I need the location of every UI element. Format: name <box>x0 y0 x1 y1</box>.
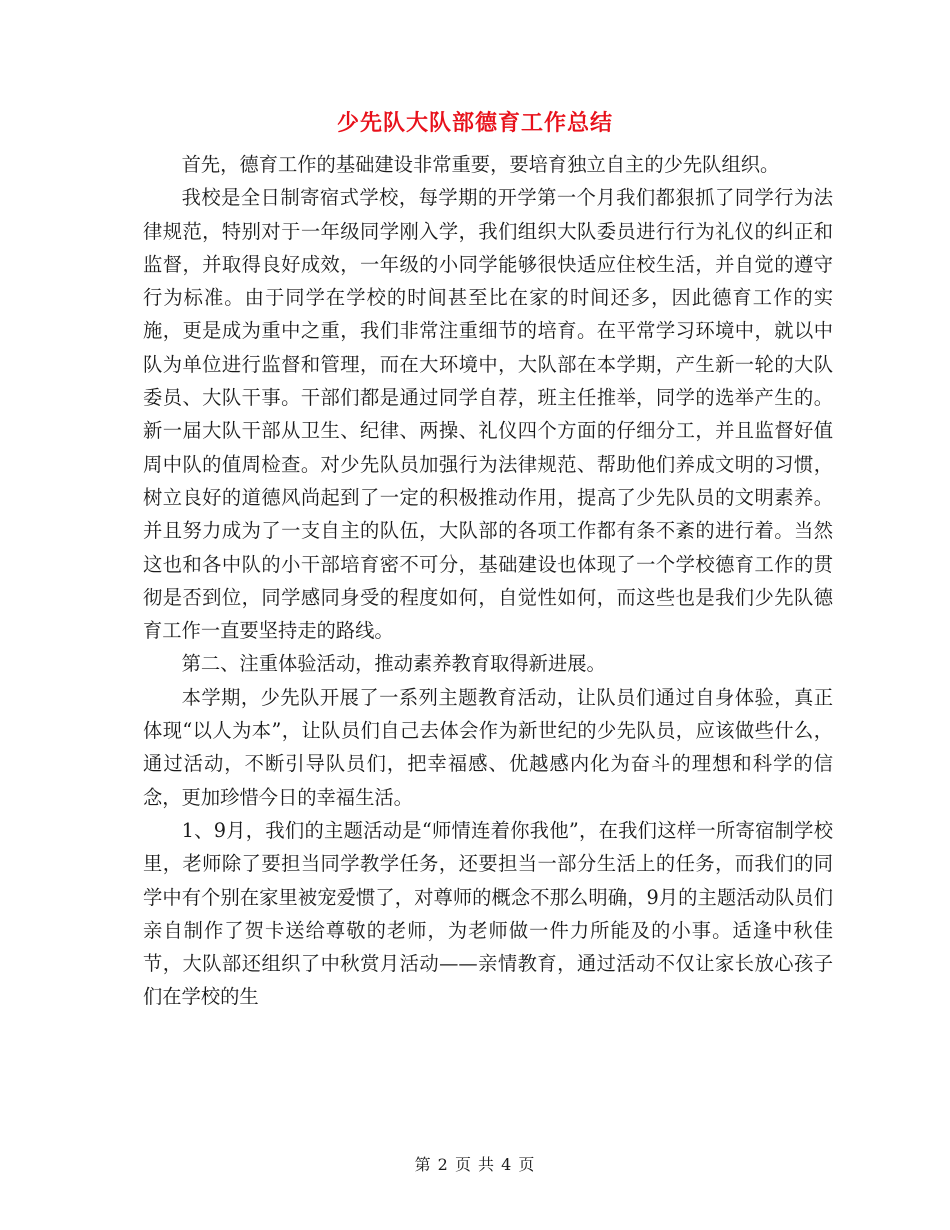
page-number-footer: 第 2 页 共 4 页 <box>414 1155 536 1174</box>
paragraph-theme-activities: 本学期，少先队开展了一系列主题教育活动，让队员们通过自身体验，真正体现“以人为本”，让队员们自己去体会作为新世纪的少先队员，应该做些什么，通过活动，不断引导队员们，把幸福感、优越感内化为奋斗的理想和科学的信念，更加珍惜今日的幸福生活。 <box>143 685 833 809</box>
document-title: 少先队大队部德育工作总结 <box>336 110 613 136</box>
paragraph-section-two-heading: 第二、注重体验活动，推动素养教育取得新进展。 <box>181 652 606 676</box>
paragraph-school-conduct: 我校是全日制寄宿式学校，每学期的开学第一个月我们都狠抓了同学行为法律规范，特别对于一年级同学刚入学，我们组织大队委员进行行为礼仪的纠正和监督，并取得良好成效，一年级的小同学能够很快适应住校生活，并自觉的遵守行为标准。由于同学在学校的时间甚至比在家的时间还多，因此德育工作的实施，更是成为重中之重，我们非常注重细节的培育。在平常学习环境中，就以中队为单位进行监督和管理，而在大环境中，大队部在本学期，产生新一轮的大队委员、大队干事。干部们都是通过同学自荐，班主任推举，同学的选举产生的。新一届大队干部从卫生、纪律、两操、礼仪四个方面的仔细分工，并且监督好值周中队的值周检查。对少先队员加强行为法律规范、帮助他们养成文明的习惯，树立良好的道德风尚起到了一定的积极推动作用，提高了少先队员的文明素养。并且努力成为了一支自主的队伍，大队部的各项工作都有条不紊的进行着。当然这也和各中队的小干部培育密不可分，基础建设也体现了一个学校德育工作的贯彻是否到位，同学感同身受的程度如何，自觉性如何，而这些也是我们少先队德育工作一直要坚持走的路线。 <box>143 186 833 643</box>
document-body <box>143 148 833 1014</box>
paragraph-intro: 首先，德育工作的基础建设非常重要，要培育独立自主的少先队组织。 <box>181 153 780 176</box>
paragraph-september-activity: 1、9月，我们的主题活动是“师情连着你我他”，在我们这样一所寄宿制学校里，老师除了要担当同学教学任务，还要担当一部分生活上的任务，而我们的同学中有个别在家里被宠爱惯了，对尊师的概念不那么明确，9月的主题活动队员们亲自制作了贺卡送给尊敬的老师，为老师做一件力所能及的小事。适逢中秋佳节，大队部还组织了中秋赏月活动——亲情教育，通过活动不仅让家长放心孩子们在学校的生 <box>143 818 833 1009</box>
